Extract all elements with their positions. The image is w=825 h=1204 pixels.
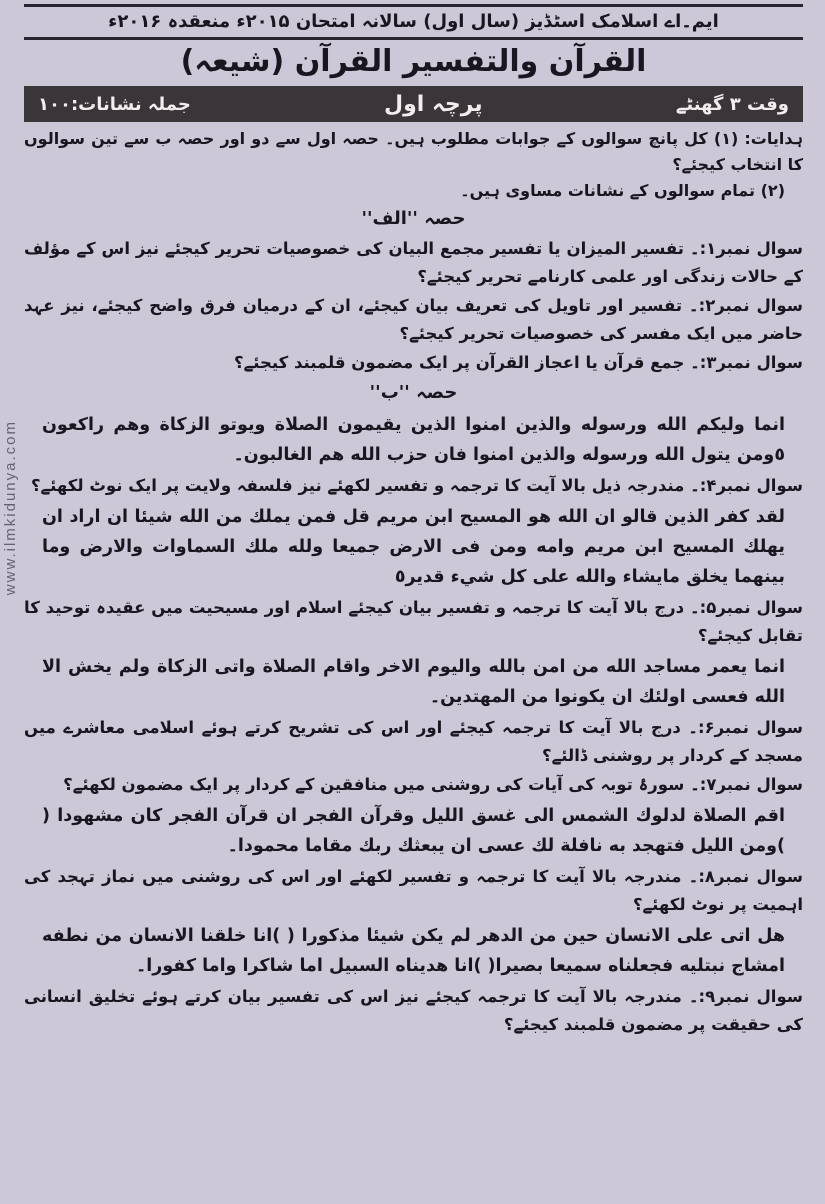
instruction-1: ہدایات: (۱) کل پانچ سوالوں کے جوابات مطلوب ہیں۔ حصہ اول سے دو اور حصہ ب سے تین سوالوں کا انتخاب کیجئے؟ (24, 129, 804, 174)
ayah-1: انما ولیکم الله ورسوله والذین امنوا الذین یقیمون الصلاة ویوتو الزكاة وهم راكعون ٥ومن یتول الله ورسوله والذین امنوا فان حزب الله هم الغالبون۔ (42, 415, 785, 465)
exam-line: ایم۔اے اسلامک اسٹڈیز (سال اول) سالانہ امتحان ۲۰۱۵ء منعقدہ ۲۰۱۶ء (108, 11, 719, 32)
question-2: سوال نمبر۲:۔ تفسیر اور تاویل کی تعریف بیان کیجئے، ان کے درمیان فرق واضح کیجئے، نیز عہد حاضر میں ایک مفسر کی خصوصیات تحریر کیجئے؟ (24, 296, 803, 343)
section-b-heading: حصہ ''ب'' (369, 382, 458, 403)
question-6: سوال نمبر۶:۔ درج بالا آیت کا ترجمہ کیجئے اور اس کی تشریح کرتے ہوئے اسلامی معاشرے میں مسجد کے کردار پر روشنی ڈالئے؟ (24, 718, 803, 765)
question-7: سوال نمبر۷:۔ سورۂ توبہ کی آیات کی روشنی میں منافقین کے کردار پر ایک مضمون لکھئے؟ (63, 775, 803, 794)
ayah-5: هل اتى على الانسان حين من الدهر لم يكن شيئا مذكورا ( )انا خلقنا الانسان من نطفه امشاج نبتليه فجعلناه سميعا بصيرا( )انا هديناه السبيل اما شاكرا واما كفورا۔ (42, 926, 785, 976)
question-1: سوال نمبر۱:۔ تفسیر المیزان یا تفسیر مجمع البیان کی خصوصیات تحریر کیجئے نیز اس کے مؤلف کے حالات زندگی اور علمی کارنامے تحریر کیجئے؟ (24, 239, 803, 286)
question-3: سوال نمبر۳:۔ جمع قرآن یا اعجاز القرآن پر ایک مضمون قلمبند کیجئے؟ (234, 353, 803, 372)
question-8: سوال نمبر۸:۔ مندرجہ بالا آیت کا ترجمہ و تفسیر لکھئے اور اس کی روشنی میں نماز تہجد کی اہمیت پر نوٹ لکھئے؟ (24, 867, 803, 914)
ayah-4: اقم الصلاة لدلوك الشمس الى غسق الليل وقرآن الفجر ان قرآن الفجر كان مشهودا ( )ومن الليل فتهجد به نافلة لك عسى ان يبعثك ربك مقاما محمودا۔ (42, 806, 785, 856)
paper-label: پرچہ اول (384, 91, 483, 117)
ayah-2: لقد كفر الذين قالو ان الله هو المسيح ابن مريم قل فمن يملك من الله شيئا ان اراد ان يهلك المسيح ابن مريم وامه ومن فى الارض جميعا ولله ملك السماوات والارض وما بينهما يخلق مايشاء والله على كل شيء قدير٥ (42, 507, 785, 587)
exam-paper (24, 4, 803, 1040)
ayah-3: انما يعمر مساجد الله من امن بالله واليوم الاخر واقام الصلاة واتى الزكاة ولم يخش الا الله فعسى اولئك ان يكونوا من المهتدين۔ (42, 657, 785, 707)
section-a-heading: حصہ ''الف'' (361, 208, 466, 229)
question-9: سوال نمبر۹:۔ مندرجہ بالا آیت کا ترجمہ کیجئے نیز اس کی تفسیر بیان کرتے ہوئے تخلیق انسانی کی حقیقت پر مضمون قلمبند کیجئے؟ (24, 987, 804, 1034)
paper-info-bar (24, 86, 803, 122)
instruction-2: (۲) تمام سوالوں کے نشانات مساوی ہیں۔ (460, 181, 785, 200)
paper-title: القرآن والتفسیر القرآن (شیعہ) (180, 44, 647, 79)
time-label: وقت ۳ گھنٹے (675, 93, 789, 115)
watermark: www.ilmkidunya.com (2, 420, 19, 596)
question-4: سوال نمبر۴:۔ مندرجہ ذیل بالا آیت کا ترجمہ و تفسیر لکھئے نیز فلسفہ ولایت پر ایک نوٹ لکھئے؟ (30, 476, 803, 495)
question-5: سوال نمبر۵:۔ درج بالا آیت کا ترجمہ و تفسیر بیان کیجئے اسلام اور مسیحیت میں عقیدہ توحید کا تقابل کیجئے؟ (24, 598, 803, 645)
marks-label: جملہ نشانات:۱۰۰ (38, 93, 191, 115)
